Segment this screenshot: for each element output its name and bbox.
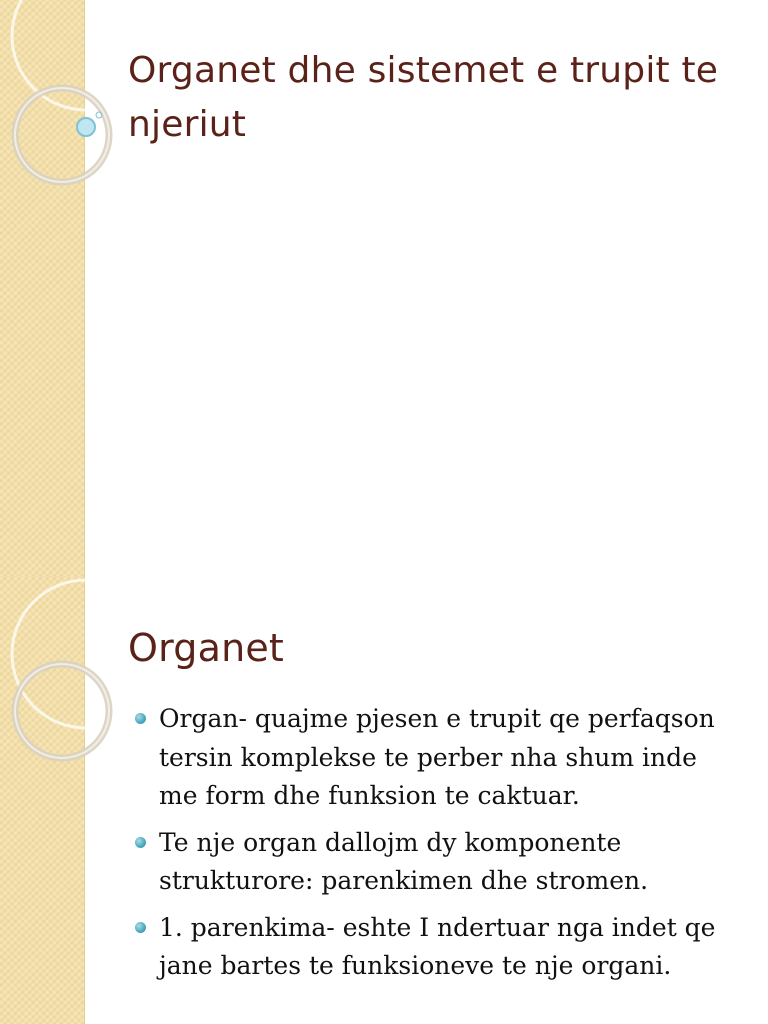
- bullet-item: [133, 700, 743, 816]
- bullet-text: Organ- quajme pjesen e trupit qe perfaqson tersin komplekse te perber nha shum inde me form dhe funksion te caktuar.: [159, 704, 715, 810]
- bullet-list: [133, 700, 743, 994]
- bullet-item: [133, 909, 743, 986]
- bullet-text: 1. parenkima- eshte I ndertuar nga indet qe jane bartes te funksioneve te nje organi.: [159, 912, 716, 980]
- circle-bullet-icon: [135, 837, 146, 848]
- bullet-text: Te nje organ dallojm dy komponente strukturore: parenkimen dhe stromen.: [159, 827, 649, 895]
- ring-circles-decoration-icon: [0, 0, 130, 200]
- bullet-item: [133, 824, 743, 901]
- slide-2: [0, 576, 768, 1024]
- slide-2-title: Organet: [128, 626, 285, 670]
- ring-circles-decoration-icon: [0, 576, 130, 776]
- slide-1-title: Organet dhe sistemet e trupit te njeriut: [128, 50, 719, 145]
- circle-bullet-icon: [135, 922, 146, 933]
- circle-bullet-icon: [135, 713, 146, 724]
